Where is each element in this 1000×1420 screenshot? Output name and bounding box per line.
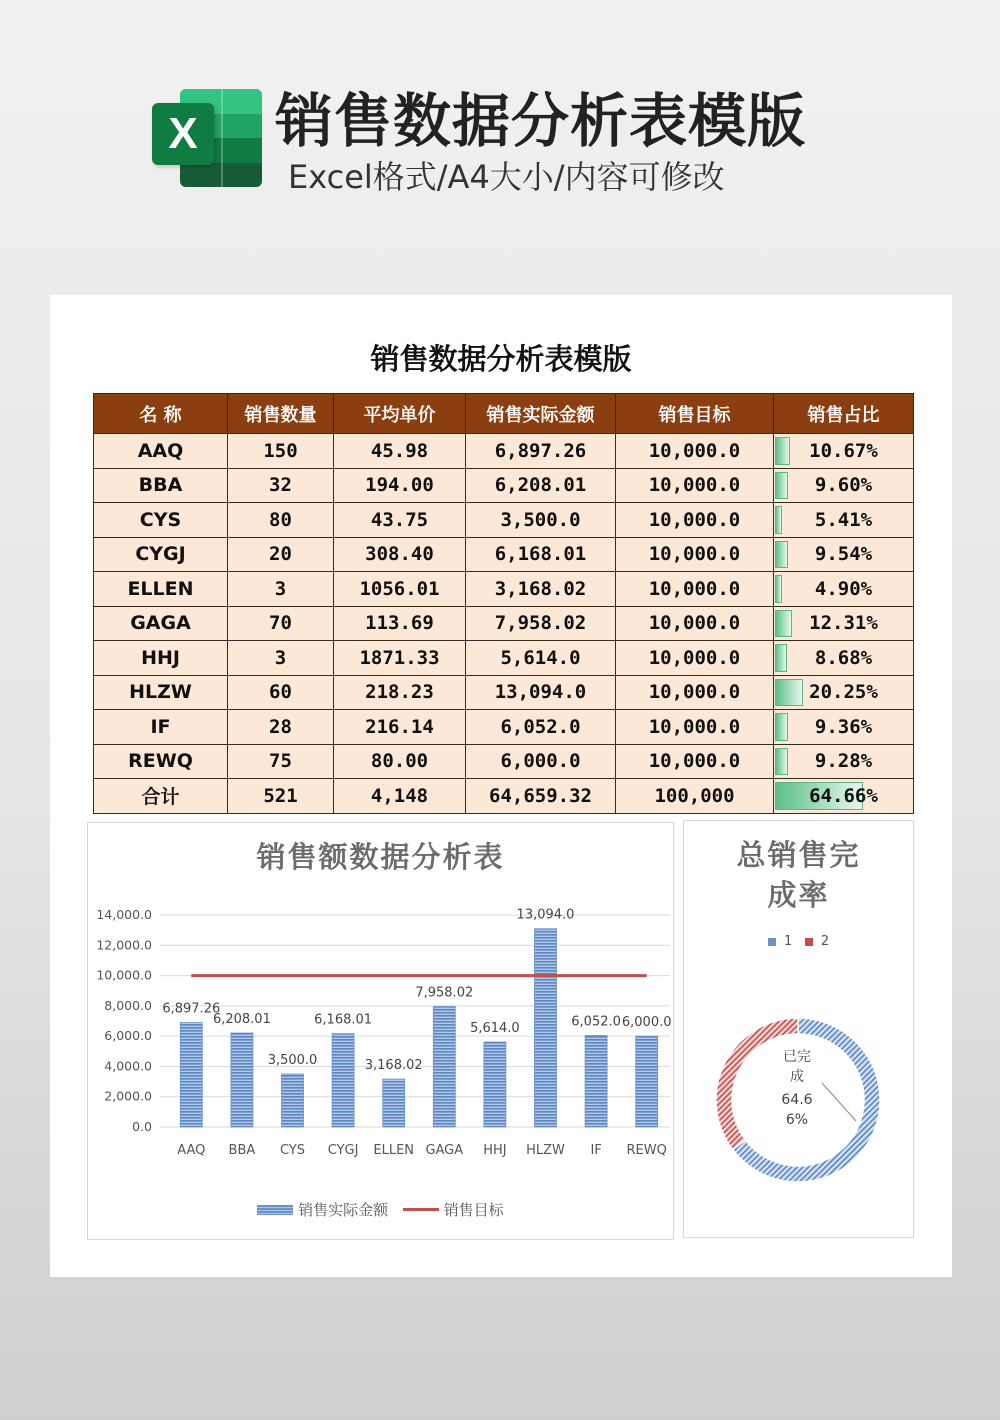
bar-hlzw <box>535 929 557 1127</box>
sales-chart-plot <box>88 823 673 1193</box>
donut-title-line2: 成率 <box>767 878 830 912</box>
data-label: 3,168.02 <box>364 1058 423 1074</box>
data-label: 5,614.0 <box>470 1020 520 1036</box>
cell-actual: 5,614.0 <box>466 641 616 676</box>
x-tick-label: HLZW <box>526 1143 565 1158</box>
cell-ratio <box>774 503 914 538</box>
cell-ratio <box>774 606 914 641</box>
legend-actual-label: 销售实际金额 <box>298 1201 389 1219</box>
ratio-text: 12.31% <box>809 612 878 635</box>
cell-target: 10,000.0 <box>616 606 774 641</box>
y-tick-label: 8,000.0 <box>104 997 152 1013</box>
ratio-data-bar <box>775 713 788 741</box>
data-label: 7,958.02 <box>415 985 474 1001</box>
ratio-text: 9.28% <box>814 750 873 773</box>
cell-price: 218.23 <box>334 675 466 710</box>
x-tick-label: ELLEN <box>373 1143 415 1158</box>
ratio-text: 20.25% <box>809 681 878 704</box>
cell-name: ELLEN <box>94 572 228 607</box>
donut-title-line1: 总销售完 <box>736 838 861 872</box>
header-ratio: 销售占比 <box>774 394 914 434</box>
header-qty: 销售数量 <box>228 394 334 434</box>
ratio-data-bar <box>775 541 788 569</box>
cell-target: 10,000.0 <box>616 503 774 538</box>
cell-actual: 3,168.02 <box>466 572 616 607</box>
x-tick-label: CYGJ <box>327 1143 359 1158</box>
donut-plot <box>684 821 913 1237</box>
y-tick-label: 10,000.0 <box>96 967 152 983</box>
cell-price: 1056.01 <box>334 572 466 607</box>
table-row <box>94 641 914 676</box>
table-total-row <box>94 779 914 814</box>
cell-qty: 75 <box>228 744 334 779</box>
legend-target-label: 销售目标 <box>443 1201 504 1219</box>
ratio-data-bar <box>775 437 790 465</box>
y-tick-label: 14,000.0 <box>96 907 152 922</box>
cell-name: HHJ <box>94 641 228 676</box>
cell-name: CYGJ <box>94 537 228 572</box>
ratio-text: 4.90% <box>814 577 873 600</box>
banner-subtitle: Excel格式/A4大小/内容可修改 <box>288 158 725 196</box>
cell-actual: 6,000.0 <box>466 744 616 779</box>
legend-line-swatch <box>403 1208 439 1211</box>
ratio-data-bar <box>775 472 788 500</box>
cell-price: 308.40 <box>334 537 466 572</box>
data-label: 6,897.26 <box>162 1001 221 1017</box>
cell-target: 10,000.0 <box>616 434 774 469</box>
sheet-title: 销售数据分析表模版 <box>370 342 632 376</box>
cell-actual: 3,500.0 <box>466 503 616 538</box>
bar-cygj <box>332 1034 354 1127</box>
table-row <box>94 744 914 779</box>
table-row <box>94 710 914 745</box>
cell-target: 10,000.0 <box>616 675 774 710</box>
cell-actual: 6,168.01 <box>466 537 616 572</box>
y-tick-label: 4,000.0 <box>104 1058 152 1074</box>
cell-qty: 150 <box>228 434 334 469</box>
data-label: 3,500.0 <box>267 1053 318 1068</box>
bar-rewq <box>636 1036 658 1127</box>
ratio-text: 9.54% <box>814 543 873 566</box>
cell-qty: 521 <box>228 779 334 814</box>
cell-actual: 6,052.0 <box>466 710 616 745</box>
bar-if <box>585 1035 607 1127</box>
x-tick-label: BBA <box>228 1143 256 1158</box>
donut-legend-label-1: 1 <box>784 934 793 949</box>
x-tick-label: REWQ <box>626 1143 667 1158</box>
x-tick-label: HHJ <box>483 1143 507 1158</box>
cell-qty: 60 <box>228 675 334 710</box>
cell-ratio <box>774 744 914 779</box>
table-row <box>94 503 914 538</box>
ratio-text: 8.68% <box>814 646 873 669</box>
header-name: 名 称 <box>94 394 228 434</box>
legend-bar-swatch <box>257 1205 293 1215</box>
ratio-data-bar <box>775 679 803 707</box>
cell-qty: 3 <box>228 572 334 607</box>
cell-name: GAGA <box>94 606 228 641</box>
cell-ratio <box>774 710 914 745</box>
donut-annotation-line: 成 <box>790 1069 804 1085</box>
cell-name: 合计 <box>94 779 228 814</box>
cell-target: 10,000.0 <box>616 710 774 745</box>
banner-title: 销售数据分析表模版 <box>275 87 807 155</box>
cell-price: 4,148 <box>334 779 466 814</box>
cell-price: 194.00 <box>334 468 466 503</box>
y-tick-label: 0.0 <box>132 1119 152 1134</box>
bar-bba <box>231 1033 253 1127</box>
header-target: 销售目标 <box>616 394 774 434</box>
bar-gaga <box>433 1006 455 1127</box>
x-tick-label: CYS <box>279 1143 306 1158</box>
excel-logo <box>152 85 264 189</box>
cell-actual: 64,659.32 <box>466 779 616 814</box>
data-label: 6,052.0 <box>571 1014 621 1030</box>
table-row <box>94 606 914 641</box>
ratio-text: 9.36% <box>814 715 873 738</box>
cell-price: 80.00 <box>334 744 466 779</box>
y-tick-label: 6,000.0 <box>104 1028 152 1044</box>
data-label: 6,000.0 <box>621 1015 672 1031</box>
table-header-row <box>94 394 914 434</box>
ratio-data-bar <box>775 506 782 534</box>
cell-target: 10,000.0 <box>616 468 774 503</box>
cell-price: 43.75 <box>334 503 466 538</box>
data-label: 13,094.0 <box>516 907 575 923</box>
cell-qty: 80 <box>228 503 334 538</box>
cell-name: BBA <box>94 468 228 503</box>
bar-hhj <box>484 1042 506 1127</box>
table-row <box>94 537 914 572</box>
chart-legend <box>88 1199 673 1220</box>
ratio-text: 10.67% <box>809 439 878 462</box>
x-tick-label: IF <box>590 1143 602 1158</box>
cell-price: 1871.33 <box>334 641 466 676</box>
cell-actual: 6,897.26 <box>466 434 616 469</box>
cell-target: 10,000.0 <box>616 641 774 676</box>
cell-ratio <box>774 537 914 572</box>
bar-aaq <box>180 1023 202 1127</box>
donut-annotation-line: 64.6 <box>781 1092 813 1108</box>
cell-qty: 28 <box>228 710 334 745</box>
ratio-text: 5.41% <box>814 508 873 531</box>
cell-qty: 20 <box>228 537 334 572</box>
completion-chart <box>683 820 914 1238</box>
cell-target: 10,000.0 <box>616 744 774 779</box>
ratio-data-bar <box>775 610 792 638</box>
table-row <box>94 468 914 503</box>
cell-name: REWQ <box>94 744 228 779</box>
cell-price: 113.69 <box>334 606 466 641</box>
donut-annotation-line: 已完 <box>783 1049 811 1065</box>
bar-ellen <box>383 1079 405 1127</box>
cell-ratio <box>774 572 914 607</box>
cell-qty: 32 <box>228 468 334 503</box>
bar-cys <box>282 1074 304 1127</box>
header-price: 平均单价 <box>334 394 466 434</box>
cell-name: AAQ <box>94 434 228 469</box>
donut-leader-line <box>822 1083 856 1121</box>
cell-ratio <box>774 434 914 469</box>
cell-price: 45.98 <box>334 434 466 469</box>
cell-qty: 3 <box>228 641 334 676</box>
cell-target: 10,000.0 <box>616 572 774 607</box>
x-tick-label: GAGA <box>425 1143 464 1158</box>
y-tick-label: 12,000.0 <box>96 937 152 953</box>
sales-table <box>93 393 914 814</box>
cell-price: 216.14 <box>334 710 466 745</box>
donut-annotation-line: 6% <box>785 1112 809 1128</box>
sales-chart <box>87 822 674 1240</box>
document-page <box>50 295 952 1277</box>
cell-ratio <box>774 468 914 503</box>
cell-ratio <box>774 675 914 710</box>
cell-actual: 7,958.02 <box>466 606 616 641</box>
data-label: 6,208.01 <box>212 1011 271 1027</box>
donut-slice-2 <box>716 1018 798 1150</box>
ratio-data-bar <box>775 644 787 672</box>
table-row <box>94 572 914 607</box>
ratio-data-bar <box>775 575 782 603</box>
cell-name: IF <box>94 710 228 745</box>
cell-name: CYS <box>94 503 228 538</box>
cell-target: 10,000.0 <box>616 537 774 572</box>
x-tick-label: AAQ <box>177 1143 206 1158</box>
cell-ratio <box>774 641 914 676</box>
cell-actual: 6,208.01 <box>466 468 616 503</box>
cell-name: HLZW <box>94 675 228 710</box>
header-actual: 销售实际金额 <box>466 394 616 434</box>
donut-legend-label-2: 2 <box>820 934 830 949</box>
table-row <box>94 675 914 710</box>
chart-title: 销售额数据分析表 <box>256 840 505 874</box>
ratio-text: 9.60% <box>814 474 873 497</box>
cell-ratio <box>774 779 914 814</box>
data-label: 6,168.01 <box>314 1012 373 1028</box>
y-tick-label: 2,000.0 <box>104 1088 152 1104</box>
cell-target: 100,000 <box>616 779 774 814</box>
cell-actual: 13,094.0 <box>466 675 616 710</box>
cell-qty: 70 <box>228 606 334 641</box>
ratio-text: 64.66% <box>809 784 878 807</box>
table-row <box>94 434 914 469</box>
ratio-data-bar <box>775 748 788 776</box>
excel-logo-badge: X <box>152 103 214 165</box>
